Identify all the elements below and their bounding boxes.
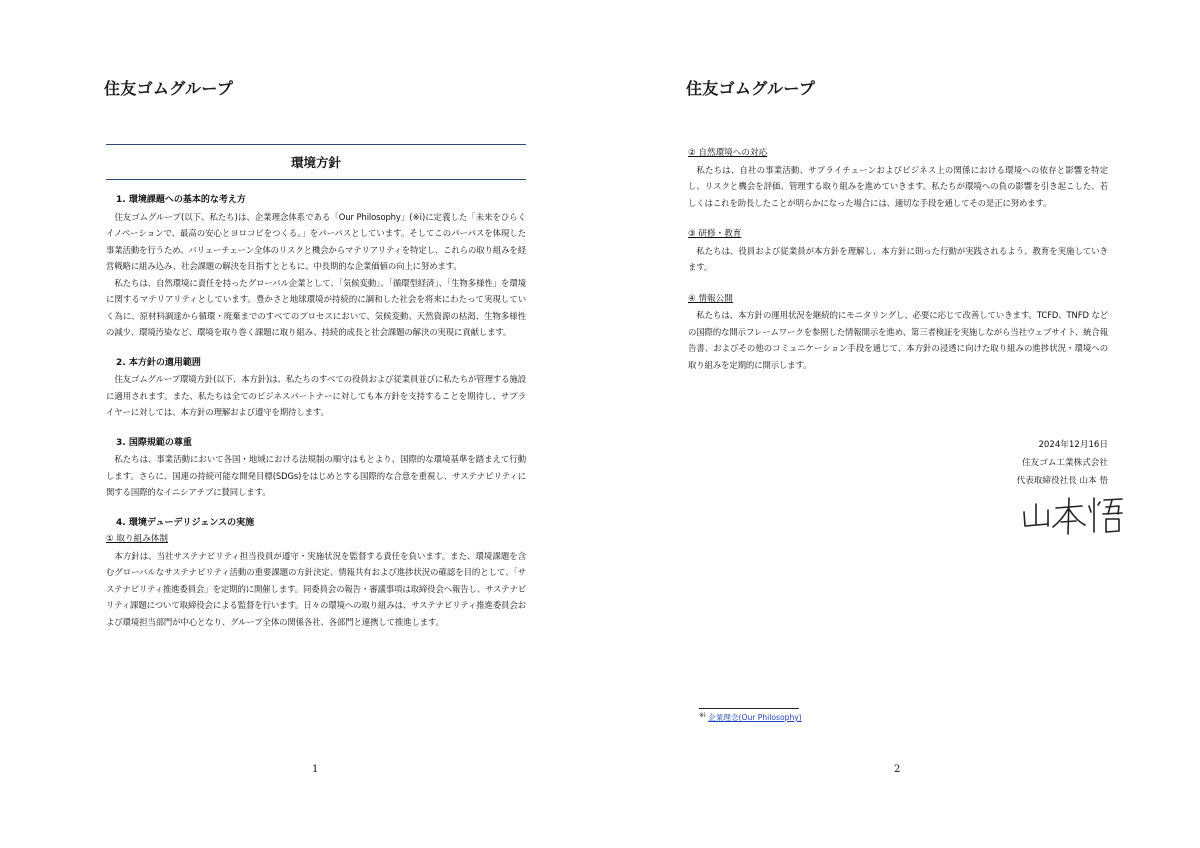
page-1-body (106, 192, 526, 644)
paragraph: 住友ゴムグループ(以下、私たち)は、企業理念体系である「Our Philosophy」(※ⅰ)に定義した「未来をひらくイノベーションで、最高の安心とヨロコビをつくる。」をパーパスとしています。そしてこのパーパスを体現した事業活動を行うため、バリューチェーン全体のリスクと機会からマテリアリティを特定し、これらの取り組みを経営戦略に組み込み、社会課題の解決を目指すとともに、中長期的な企業価値の向上に努めます。 (106, 211, 526, 271)
issue-date: 2024年12月16日 (1038, 440, 1108, 450)
section-heading: 3. 国際規範の尊重 (116, 437, 192, 448)
paragraph: 私たちは、事業活動において各国・地域における法規制の順守はもとより、国際的な環境基準を踏まえて行動します。さらに、国連の持続可能な開発目標(SDGs)をはじめとする国際的な合意を重視し、サステナビリティに関する国際的なイニシアチブに賛同します。 (106, 454, 526, 497)
brand-header: 住友ゴムグループ (686, 79, 816, 98)
subsection-heading: ① 取り組み体制 (106, 534, 168, 544)
paragraph: 私たちは、本方針の運用状況を継続的にモニタリングし、必要に応じて改善していきます。TCFD、TNFD などの国際的な開示フレームワークを参照した情報開示を進め、第三者検証を実施しながら当社ウェブサイト、統合報告書、およびその他のコミュニケーション手段を通じて、本方針の浸透に向けた取り組みの進捗状況・環境への取り組みを定期的に開示します。 (688, 310, 1108, 370)
paragraph: 私たちは、自社の事業活動、サプライチェーンおよびビジネス上の関係における環境への依存と影響を特定し、リスクと機会を評価、管理する取り組みを進めていきます。私たちが環境への負の影響を引き起こした、若しくはこれを助長したことが明らかになった場合には、適切な手段を通してその是正に努めます。 (688, 164, 1108, 208)
paragraph: 私たちは、役員および従業員が本方針を理解し、本方針に則った行動が実践されるよう、教育を実施していきます。 (688, 245, 1108, 272)
section-heading: 2. 本方針の適用範囲 (116, 357, 201, 368)
subsection-training (688, 226, 1108, 276)
section-4 (106, 515, 526, 631)
page-2 (600, 0, 1200, 848)
footnote (699, 712, 802, 723)
subsection-natural-environment (688, 145, 1108, 211)
company-name: 住友ゴム工業株式会社 (1022, 458, 1108, 468)
brand-header: 住友ゴムグループ (104, 79, 234, 98)
paragraph: 私たちは、自然環境に責任を持ったグローバル企業として、「気候変動」、「循環型経済」、「生物多様性」を環境に関するマテリアリティとしています。豊かさと地球環境が持続的に調和した社会を将来にわたって実現していく為に、原材料調達から循環・廃棄までのすべてのプロセスにおいて、気候変動、天然資源の枯渇、生物多様性の減少、環境汚染など、環境を取り巻く課題に取り組み、持続的成長と社会課題の解決の実現に貢献します。 (106, 277, 526, 337)
section-heading: 1. 環境課題への基本的な考え方 (116, 195, 246, 205)
footnote-rule (699, 708, 799, 709)
subsection-heading: ② 自然環境への対応 (688, 148, 768, 158)
paragraph: 住友ゴムグループ環境方針(以下、本方針)は、私たちのすべての役員および従業員並びに私たちが管理する施設に適用されます。また、私たちは全てのビジネスパートナーに対しても本方針を支持することを期待し、サプライヤーに対しては、本方針の理解および遵守を期待します。 (106, 374, 526, 417)
section-1 (106, 192, 526, 341)
page-2-body (688, 145, 1108, 388)
signature-block (1017, 436, 1108, 490)
signatory-name: 代表取締役社長 山本 悟 (1016, 476, 1108, 486)
footnote-mark: ※ⅰ (699, 712, 706, 719)
subsection-disclosure (688, 291, 1108, 374)
footnote-link[interactable]: 企業理念(Our Philosophy) (708, 713, 802, 722)
subsection-heading: ③ 研修・教育 (688, 229, 742, 239)
subsection-heading: ④ 情報公開 (688, 293, 733, 304)
document-title: 環境方針 (290, 155, 341, 170)
page-number: 2 (894, 764, 901, 775)
paragraph: 本方針は、当社サステナビリティ担当役員が遵守・実施状況を監督する責任を負います。また、環境課題を含むグローバルなサステナビリティ活動の重要課題の方針決定、情報共有および進捗状況の確認を目的として、「サステナビリティ推進委員会」を定期的に開催します。同委員会の報告・審議事項は取締役会へ報告し、サステナビリティ課題について取締役会による監督を行います。日々の環境への取り組みは、サステナビリティ推進委員会および環境担当部門が中心となり、グループ全体の関係各社、各部門と連携して推進します。 (106, 550, 526, 627)
title-box (106, 144, 526, 180)
section-3 (106, 435, 526, 501)
section-2 (106, 355, 526, 421)
page-number: 1 (312, 764, 319, 775)
handwritten-signature (1018, 490, 1128, 538)
section-heading: 4. 環境デューデリジェンスの実施 (116, 517, 255, 528)
